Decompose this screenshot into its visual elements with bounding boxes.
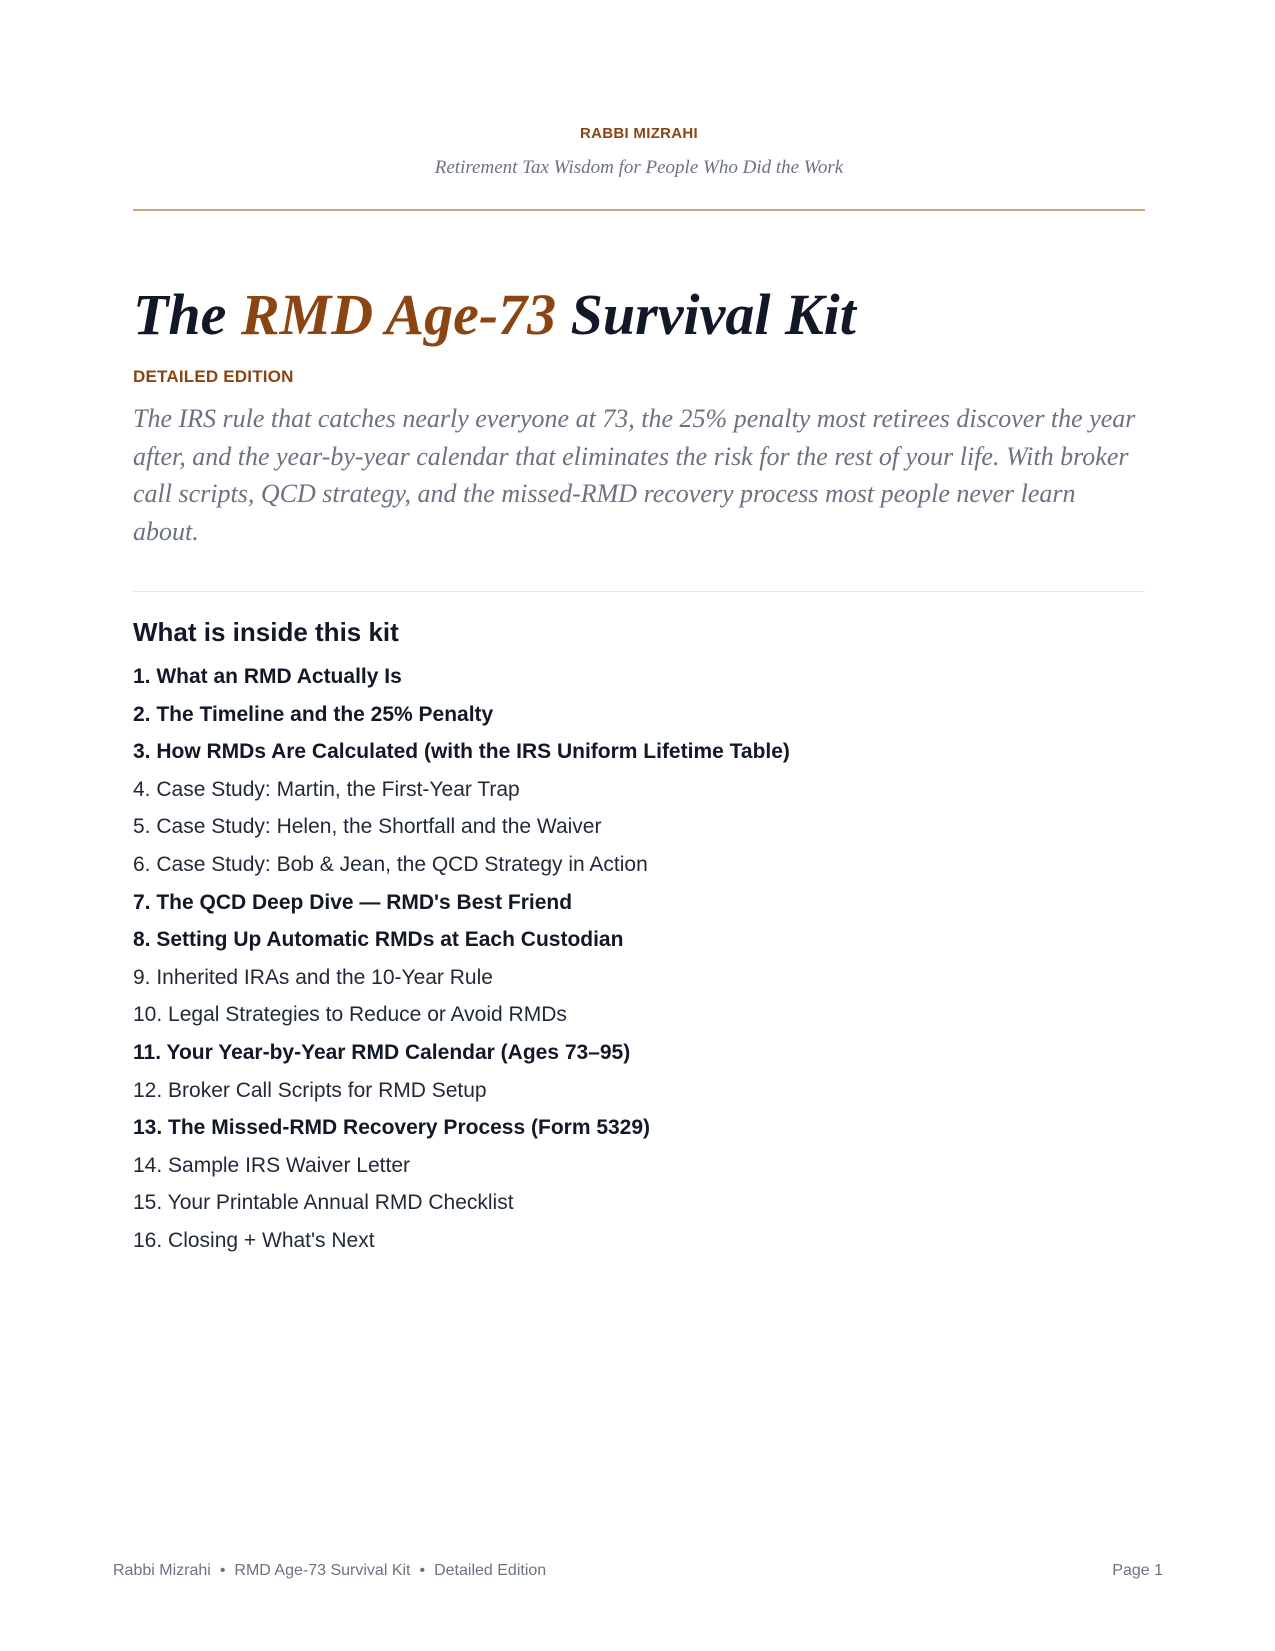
footer-separator: • xyxy=(419,1562,426,1579)
toc-item: 7. The QCD Deep Dive — RMD's Best Friend xyxy=(133,890,573,914)
toc-item: 5. Case Study: Helen, the Shortfall and the Waiver xyxy=(133,815,602,839)
edition-label: DETAILED EDITION xyxy=(133,367,294,386)
toc-item: 8. Setting Up Automatic RMDs at Each Custodian xyxy=(133,928,624,952)
header-divider xyxy=(133,209,1145,211)
tagline: Retirement Tax Wisdom for People Who Did the Work xyxy=(434,157,844,178)
toc-item: 9. Inherited IRAs and the 10-Year Rule xyxy=(133,965,493,989)
title-part-2: Survival Kit xyxy=(570,282,856,347)
toc-item: 16. Closing + What's Next xyxy=(133,1228,375,1252)
title-part-1: The xyxy=(133,282,227,347)
toc-item: 12. Broker Call Scripts for RMD Setup xyxy=(133,1078,487,1102)
section-divider xyxy=(133,591,1145,592)
toc-item: 6. Case Study: Bob & Jean, the QCD Strategy in Action xyxy=(133,852,648,876)
footer-author: Rabbi Mizrahi xyxy=(113,1562,211,1579)
document-title xyxy=(133,282,856,348)
document-header xyxy=(133,125,1145,179)
toc-item: 1. What an RMD Actually Is xyxy=(133,665,402,688)
toc-item: 13. The Missed-RMD Recovery Process (Form 5329) xyxy=(133,1116,651,1140)
footer-edition: Detailed Edition xyxy=(434,1562,547,1579)
page-number: Page 1 xyxy=(1112,1562,1163,1579)
table-of-contents xyxy=(133,658,1145,1260)
toc-item: 14. Sample IRS Waiver Letter xyxy=(133,1153,410,1177)
toc-item: 2. The Timeline and the 25% Penalty xyxy=(133,702,494,726)
toc-heading: What is inside this kit xyxy=(133,617,399,647)
footer-doc-title: RMD Age-73 Survival Kit xyxy=(234,1562,411,1579)
title-accent: RMD Age-73 xyxy=(240,282,557,347)
author-name: RABBI MIZRAHI xyxy=(579,125,699,142)
toc-item: 3. How RMDs Are Calculated (with the IRS Uniform Lifetime Table) xyxy=(133,740,790,764)
toc-item: 15. Your Printable Annual RMD Checklist xyxy=(133,1191,514,1215)
footer-left xyxy=(113,1561,546,1581)
toc-item: 10. Legal Strategies to Reduce or Avoid RMDs xyxy=(133,1003,567,1027)
footer-separator: • xyxy=(219,1562,226,1579)
toc-item: 11. Your Year-by-Year RMD Calendar (Ages 73–95) xyxy=(133,1040,631,1064)
intro-paragraph: The IRS rule that catches nearly everyone at 73, the 25% penalty most retirees discover the year after, and the year-by-year calendar that eliminates the risk for the rest of your life. With broker call scripts, QCD strategy, and the missed-RMD recovery process most people never learn about. xyxy=(133,404,1136,546)
toc-item: 4. Case Study: Martin, the First-Year Trap xyxy=(133,777,520,801)
